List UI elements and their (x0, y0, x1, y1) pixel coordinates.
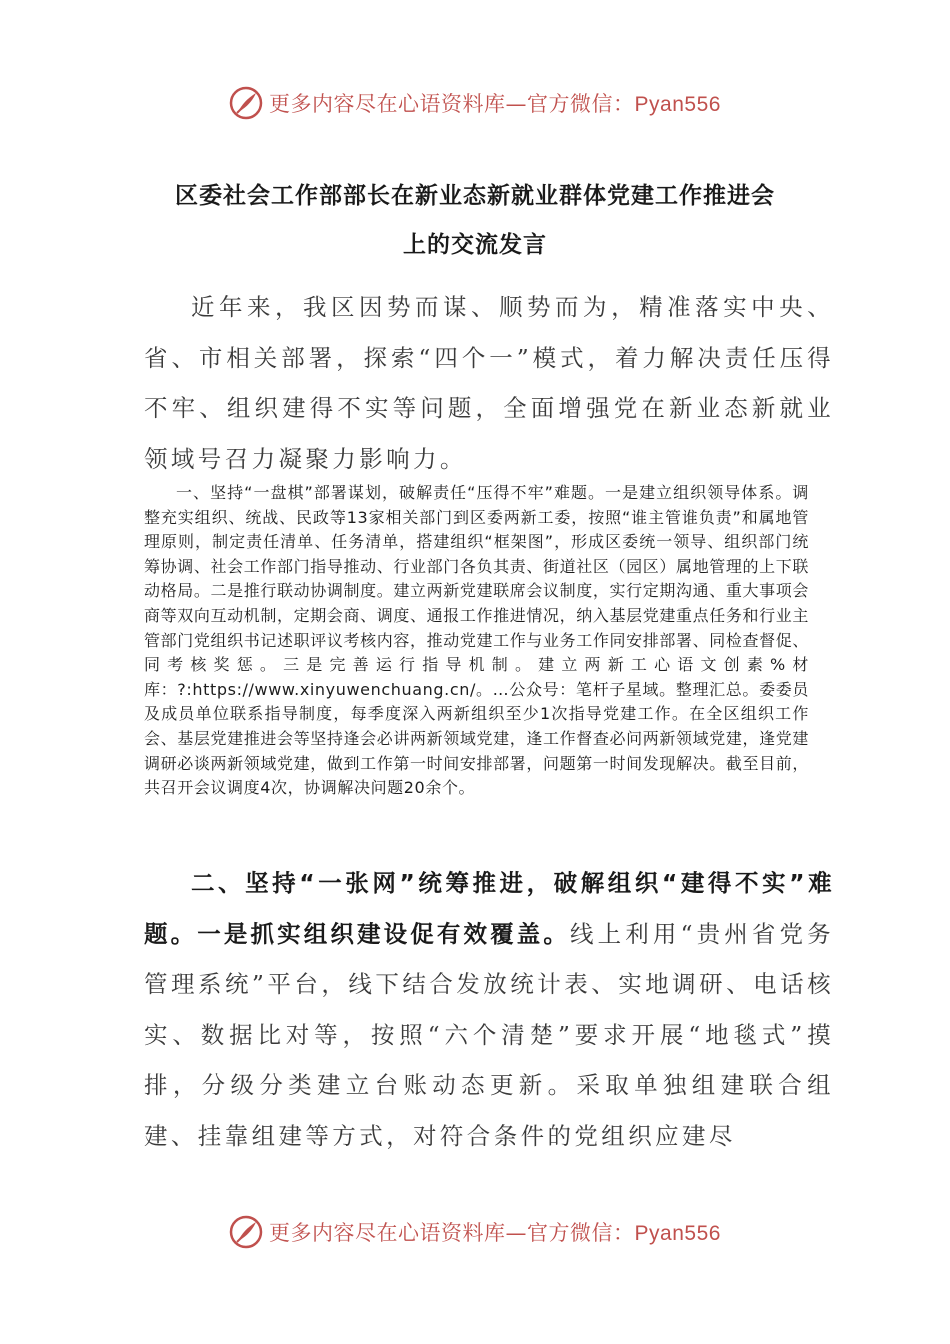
banner-wechat-id: Pyan556 (634, 93, 721, 116)
banner-text (269, 88, 721, 118)
banner-wechat-label: 官方微信： (527, 92, 635, 116)
banner-separator: — (505, 92, 528, 116)
section1-paragraph: 一、坚持“一盘棋”部署谋划，破解责任“压得不牢”难题。一是建立组织领导体系。调整充实组织、统战、民政等13家相关部门到区委两新工委，按照“谁主管谁负责”和属地管理原则，制定责任清单、任务清单，搭建组织“框架图”，形成区委统一领导、组织部门统筹协调、社会工作部门指导推动、行业部门各负其责、街道社区（园区）属地管理的上下联动格局。二是推行联动协调制度。建立两新党建联席会议制度，实行定期沟通、重大事项会商等双向互动机制，定期会商、调度、通报工作推进情况，纳入基层党建重点任务和行业主管部门党组织书记述职评议考核内容，推动党建工作与业务工作同安排部署、同检查督促、同考核奖惩。三是完善运行指导机制。建立两新工心语文创素%材库：?:https://www.xinyuwenchuang.cn/。…公众号：笔杆子星域。整理汇总。委委员及成员单位联系指导制度，每季度深入两新组织至少1次指导党建工作。在全区组织工作会、基层党建推进会等坚持逢会必讲两新领域党建，逢工作督查必问两新领域党建，逢党建调研必谈两新领域党建，做到工作第一时间安排部署，问题第一时间发现解决。截至目前，共召开会议调度4次，协调解决问题20余个。 (144, 483, 809, 798)
intro-paragraph: 近年来，我区因势而谋、顺势而为，精准落实中央、省、市相关部署，探索“四个一”模式，着力解决责任压得不牢、组织建得不实等问题，全面增强党在新业态新就业领域号召力凝聚力影响力。 (144, 293, 834, 473)
banner-slogan: 更多内容尽在心语资料库 (269, 1221, 506, 1245)
quill-logo-icon (229, 86, 263, 120)
section2-heading: 二、坚持“一张网”统筹推进，破解组织“建得不实”难题。一是抓实组织建设促有效覆盖。 (144, 869, 834, 948)
banner-wechat-id: Pyan556 (634, 1222, 721, 1245)
quill-logo-icon (229, 1215, 263, 1249)
document-title-line2: 上的交流发言 (403, 232, 547, 258)
document-title-line1: 区委社会工作部部长在新业态新就业群体党建工作推进会 (175, 183, 775, 209)
section2-body: 线上利用“贵州省党务管理系统”平台，线下结合发放统计表、实地调研、电话核实、数据比对等，按照“六个清楚”要求开展“地毯式”摸排，分级分类建立台账动态更新。采取单独组建联合组建、挂靠组建等方式，对符合条件的党组织应建尽 (144, 919, 835, 1150)
header-watermark-banner (0, 83, 950, 123)
footer-watermark-banner (0, 1212, 950, 1252)
banner-slogan: 更多内容尽在心语资料库 (269, 92, 506, 116)
section2-paragraph (144, 858, 834, 1161)
banner-text (269, 1217, 721, 1247)
banner-wechat-label: 官方微信： (527, 1221, 635, 1245)
banner-separator: — (505, 1221, 528, 1245)
